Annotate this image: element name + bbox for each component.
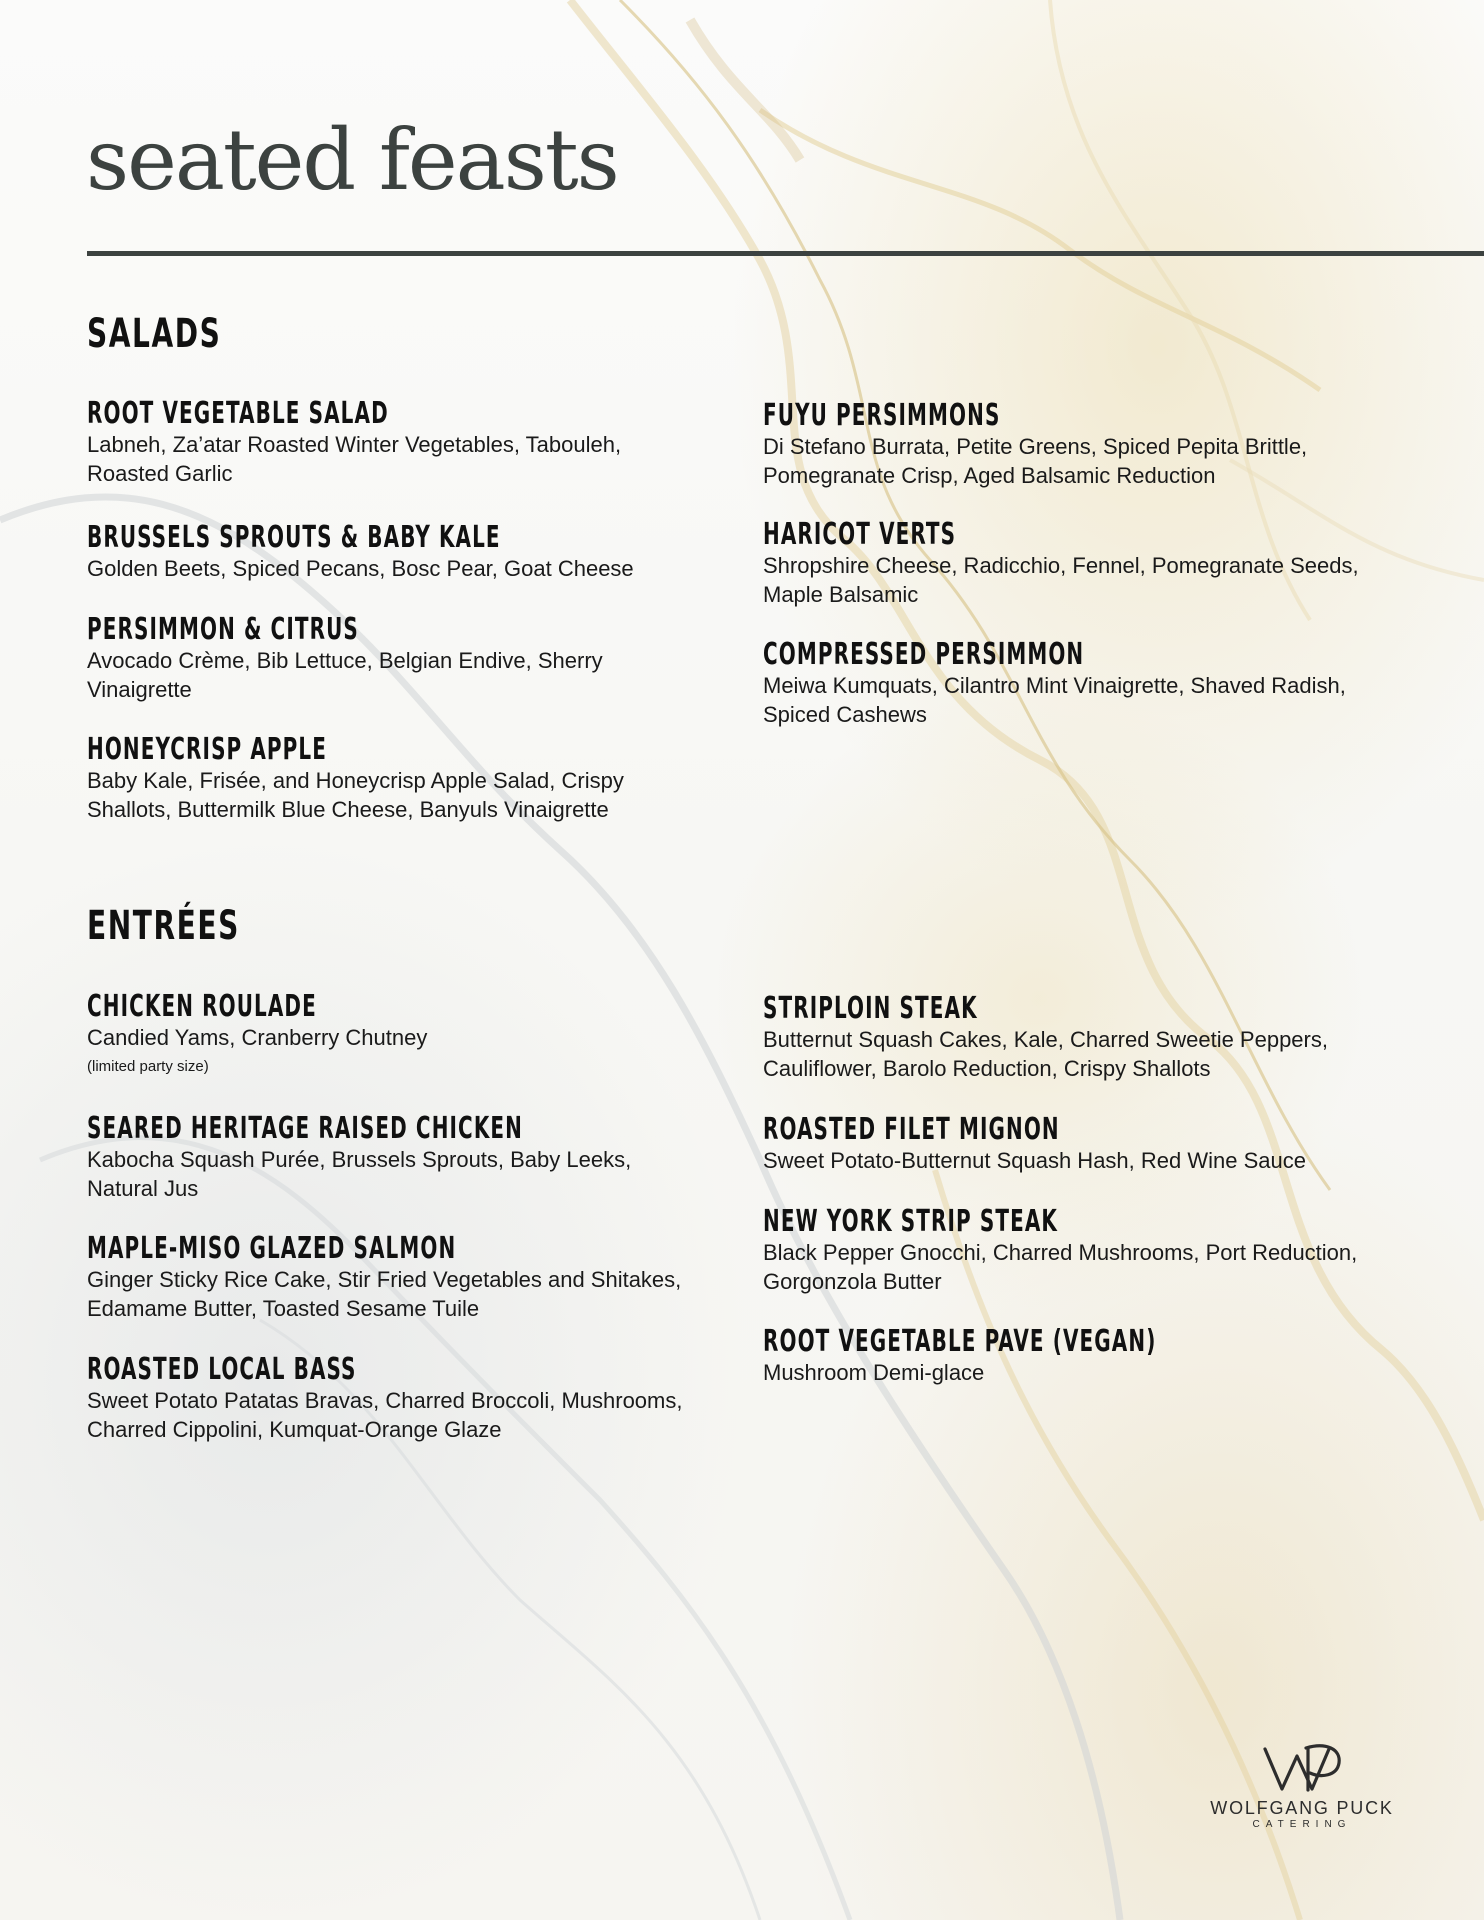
menu-item-brussels-sprouts-baby-kale [87,522,707,614]
menu-item-name: ROOT VEGETABLE SALAD [87,396,389,431]
menu-item-striploin-steak [763,993,1383,1114]
menu-item-name: ROOT VEGETABLE PAVE (VEGAN) [763,1324,1157,1359]
menu-item-name: ROASTED FILET MIGNON [763,1112,1060,1147]
menu-item-name: PERSIMMON & CITRUS [87,612,359,647]
menu-item-fuyu-persimmons [763,400,1383,519]
menu-item-description: Golden Beets, Spiced Pecans, Bosc Pear, Goat Cheese [87,555,634,581]
menu-item-name: ROASTED LOCAL BASS [87,1352,357,1387]
menu-item-description: Ginger Sticky Rice Cake, Stir Fried Vegetables and Shitakes, Edamame Butter, Toasted Sesame Tuile [87,1266,682,1321]
menu-item-description: Baby Kale, Frisée, and Honeycrisp Apple Salad, Crispy Shallots, Buttermilk Blue Cheese, Banyuls Vinaigrette [87,767,624,822]
menu-item-name: HONEYCRISP APPLE [87,732,328,767]
entrees-heading: ENTRÉES [87,903,240,949]
menu-item-root-vegetable-salad [87,398,707,522]
menu-item-name: BRUSSELS SPROUTS & BABY KALE [87,520,501,555]
entrees-left-column [87,991,707,1444]
menu-item-description: Di Stefano Burrata, Petite Greens, Spiced Pepita Brittle, Pomegranate Crisp, Aged Balsamic Reduction [763,433,1308,488]
menu-item-name: HARICOT VERTS [763,517,957,552]
menu-item-root-vegetable-pave-vegan [763,1326,1383,1387]
salads-right-column [763,400,1383,729]
menu-item-description: Avocado Crème, Bib Lettuce, Belgian Endive, Sherry Vinaigrette [87,647,603,702]
salads-left-column [87,398,707,824]
menu-item-name: CHICKEN ROULADE [87,989,317,1024]
menu-item-persimmon-citrus [87,614,707,734]
menu-item-description: Sweet Potato Patatas Bravas, Charred Broccoli, Mushrooms, Charred Cippolini, Kumquat-Orange Glaze [87,1387,683,1442]
menu-item-honeycrisp-apple [87,734,707,824]
menu-item-name: NEW YORK STRIP STEAK [763,1204,1059,1239]
logo-name: WOLFGANG PUCK [1210,1798,1394,1818]
menu-item-haricot-verts [763,519,1383,639]
logo-subtitle: CATERING [1252,1819,1352,1830]
menu-item-description: Meiwa Kumquats, Cilantro Mint Vinaigrette, Shaved Radish, Spiced Cashews [763,672,1346,727]
menu-item-name: COMPRESSED PERSIMMON [763,637,1085,672]
wolfgang-puck-catering-logo [1204,1741,1400,1832]
menu-item-seared-heritage-raised-chicken [87,1113,707,1233]
salads-heading: SALADS [87,311,222,357]
menu-item-description: Butternut Squash Cakes, Kale, Charred Sweetie Peppers, Cauliflower, Barolo Reduction, Crispy Shallots [763,1026,1328,1081]
menu-item-description: Labneh, Za’atar Roasted Winter Vegetables, Tabouleh, Roasted Garlic [87,431,622,486]
menu-item-name: SEARED HERITAGE RAISED CHICKEN [87,1111,523,1146]
entrees-right-column [763,993,1383,1387]
page-title: seated feasts [86,111,618,209]
menu-item-description: Candied Yams, Cranberry Chutney [87,1024,428,1050]
menu-item-chicken-roulade [87,991,707,1113]
menu-item-description: Mushroom Demi-glace [763,1359,985,1385]
menu-item-name: STRIPLOIN STEAK [763,991,978,1026]
menu-item-new-york-strip-steak [763,1206,1383,1326]
wp-monogram-icon [1259,1741,1345,1795]
menu-item-name: MAPLE-MISO GLAZED SALMON [87,1231,457,1266]
menu-item-name: FUYU PERSIMMONS [763,398,1001,433]
menu-item-description: Shropshire Cheese, Radicchio, Fennel, Pomegranate Seeds, Maple Balsamic [763,552,1359,607]
menu-item-description: Kabocha Squash Purée, Brussels Sprouts, Baby Leeks, Natural Jus [87,1146,632,1201]
menu-item-roasted-filet-mignon [763,1114,1383,1206]
menu-item-note: (limited party size) [87,1057,209,1075]
menu-item-maple-miso-glazed-salmon [87,1233,707,1354]
title-rule [87,251,1484,256]
menu-item-description: Black Pepper Gnocchi, Charred Mushrooms, Port Reduction, Gorgonzola Butter [763,1239,1358,1294]
menu-item-description: Sweet Potato-Butternut Squash Hash, Red Wine Sauce [763,1147,1306,1173]
menu-item-compressed-persimmon [763,639,1383,729]
menu-item-roasted-local-bass [87,1354,707,1444]
